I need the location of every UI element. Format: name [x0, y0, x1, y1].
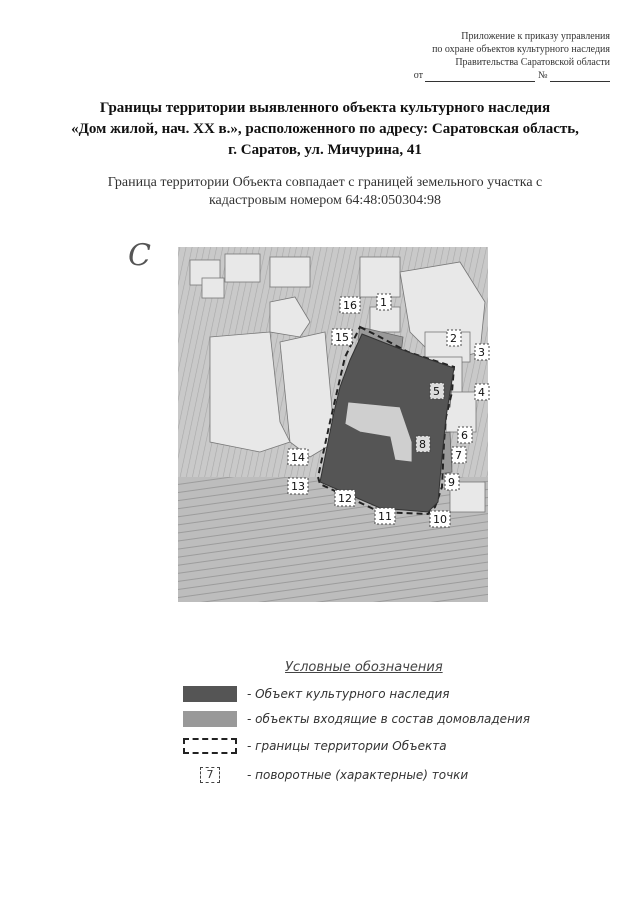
north-label: С: [128, 238, 151, 273]
legend-title: Условные обозначения: [285, 660, 443, 675]
date-blank: [425, 81, 535, 82]
legend-boundary: [183, 736, 447, 756]
legend-point-sample: 7: [200, 767, 220, 783]
point-label: 6: [461, 429, 468, 442]
legend-boundary-label: - границы территории Объекта: [247, 739, 447, 753]
point-label: 4: [478, 386, 485, 399]
cadastral-map: [150, 242, 490, 612]
map-hatched-area: [178, 477, 488, 602]
point-label: 15: [335, 331, 349, 344]
legend-object: [183, 684, 450, 704]
point-label: 8: [419, 438, 426, 451]
point-label: 1: [380, 296, 387, 309]
point-label: 12: [338, 492, 352, 505]
point-label: 2: [450, 332, 457, 345]
legend-object-label: - Объект культурного наследия: [247, 687, 450, 701]
point-label: 3: [478, 346, 485, 359]
appendix-line-2: по охране объектов культурного наследия: [432, 44, 610, 55]
subtitle-line-2: кадастровым номером 64:48:050304:98: [208, 193, 442, 208]
point-label: 14: [291, 451, 305, 464]
subtitle-line-1: Граница территории Объекта совпадает с границей земельного участка с: [107, 175, 543, 190]
point-label: 11: [378, 510, 392, 523]
point-label: 7: [455, 449, 462, 462]
legend-object-swatch: [183, 686, 237, 702]
legend-boundary-swatch: [183, 738, 237, 754]
appendix-from: от: [413, 70, 423, 81]
appendix-number-sign: №: [537, 70, 548, 81]
legend-household: [183, 709, 530, 729]
legend-points: [183, 765, 468, 785]
document-title: [40, 98, 610, 161]
appendix-line-1: Приложение к приказу управления: [461, 31, 610, 42]
appendix-header: [350, 30, 610, 82]
point-label: 5: [433, 385, 440, 398]
point-label: 10: [433, 513, 447, 526]
point-label: 16: [343, 299, 357, 312]
legend-point-label: - поворотные (характерные) точки: [247, 768, 469, 782]
point-label: 13: [291, 480, 305, 493]
title-line-3: г. Саратов, ул. Мичурина, 41: [228, 142, 422, 158]
title-line-1: Границы территории выявленного объекта культурного наследия: [99, 100, 551, 116]
number-blank: [550, 81, 610, 82]
document-subtitle: [40, 174, 610, 210]
appendix-line-3: Правительства Саратовской области: [455, 57, 610, 68]
appendix-date-number: [350, 69, 610, 82]
title-line-2: «Дом жилой, нач. XX в.», расположенного по адресу: Саратовская область,: [71, 121, 579, 137]
legend-household-swatch: [183, 711, 237, 727]
legend-household-label: - объекты входящие в состав домовладения: [247, 712, 530, 726]
point-label: 9: [448, 476, 455, 489]
